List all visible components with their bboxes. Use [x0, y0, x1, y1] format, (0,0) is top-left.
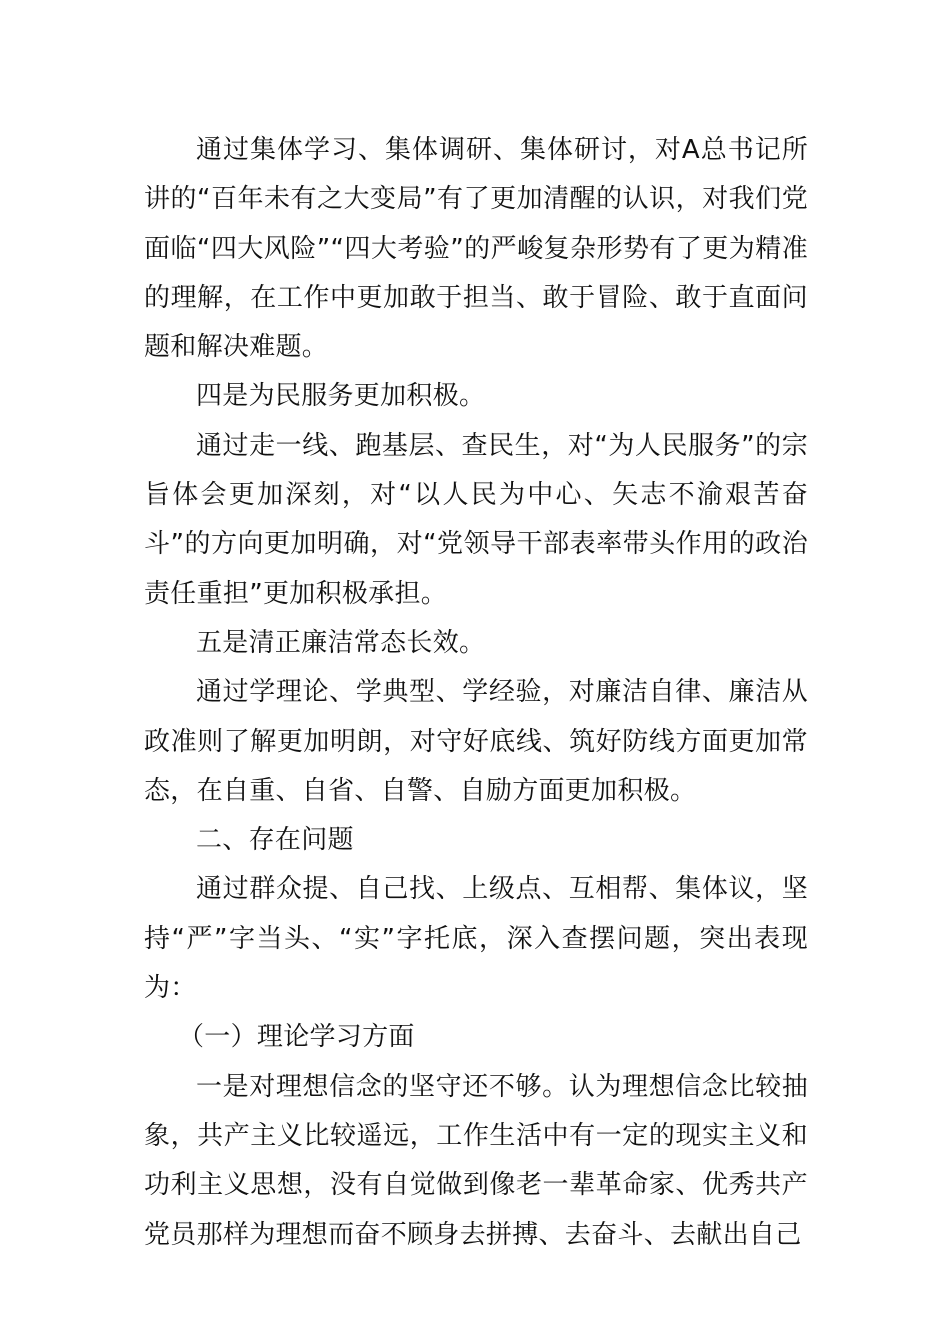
paragraph-study-awareness: 通过集体学习、集体调研、集体研讨，对A总书记所讲的“百年未有之大变局”有了更加清醒的认识，对我们党面临“四大风险”“四大考验”的严峻复杂形势有了更为精准的理解，在工作中更加敢于担当、敢于冒险、敢于直面问题和解决难题。	[144, 135, 808, 363]
section-heading-problems: 二、存在问题	[196, 825, 354, 856]
subsection-heading-theory-study: （一）理论学习方面	[178, 1022, 415, 1053]
paragraph-ideals-beliefs: 一是对理想信念的坚守还不够。认为理想信念比较抽象，共产主义比较遥远，工作生活中有一定的现实主义和功利主义思想，没有自觉做到像老一辈革命家、优秀共产党员那样为理想而奋不顾身去拼搏、去奋斗、去献出自己	[144, 1071, 808, 1250]
paragraph-problems-intro: 通过群众提、自己找、上级点、互相帮、集体议，坚持“严”字当头、“实”字托底，深入查摆问题，突出表现为：	[144, 874, 808, 1004]
heading-serve-people: 四是为民服务更加积极。	[196, 381, 486, 412]
document-body	[144, 126, 808, 1260]
heading-integrity: 五是清正廉洁常态长效。	[196, 627, 486, 658]
paragraph-serve-people: 通过走一线、跑基层、查民生，对“为人民服务”的宗旨体会更加深刻，对“以人民为中心、矢志不渝艰苦奋斗”的方向更加明确，对“党领导干部表率带头作用的政治责任重担”更加积极承担。	[144, 430, 808, 609]
paragraph-integrity: 通过学理论、学典型、学经验，对廉洁自律、廉洁从政准则了解更加明朗，对守好底线、筑好防线方面更加常态，在自重、自省、自警、自励方面更加积极。	[144, 677, 808, 806]
